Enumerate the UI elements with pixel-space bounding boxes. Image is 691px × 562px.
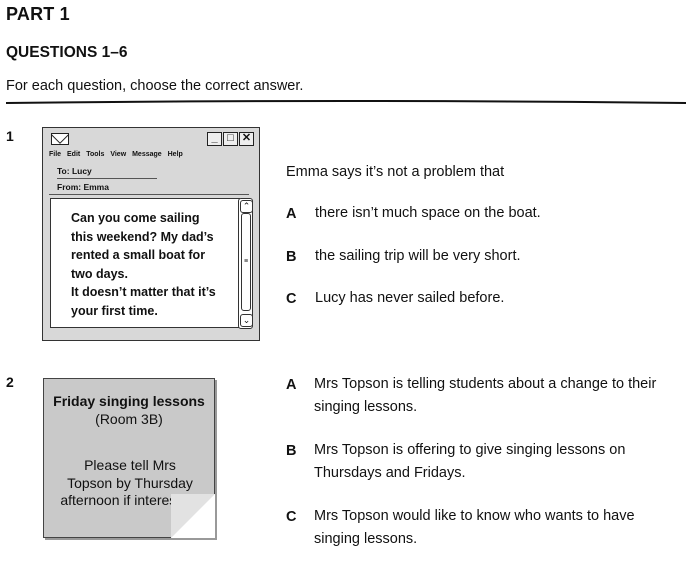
email-line: It doesn’t matter that it’s [71,285,216,299]
q2-option-c-text[interactable] [314,505,686,551]
menu-edit[interactable]: Edit [67,151,81,158]
email-line: rented a small boat for [71,248,206,262]
scroll-thumb[interactable]: ≡ [241,213,251,311]
close-icon[interactable]: ✕ [239,132,254,146]
q2-option-b-text[interactable] [314,439,686,485]
option-line: Mrs Topson is offering to give singing lessons on [314,442,626,458]
q1-option-a-letter[interactable]: A [286,206,297,222]
email-body [50,198,240,328]
q1-option-b-text[interactable]: the sailing trip will be very short. [315,248,521,264]
q2-option-a-text[interactable] [314,373,686,419]
email-from-field: From: Emma [57,182,109,192]
menu-tools[interactable]: Tools [86,151,105,158]
option-line: Thursdays and Fridays. [314,465,466,481]
instruction-text: For each question, choose the correct answer. [6,78,304,94]
scroll-down-icon[interactable]: ⌄ [240,314,253,327]
question-1-number: 1 [6,128,14,144]
email-menubar [49,151,187,158]
email-titlebar [43,128,259,150]
menu-message[interactable]: Message [132,151,162,158]
note-line: Topson by Thursday [67,474,193,491]
scroll-up-icon[interactable]: ⌃ [240,200,253,213]
q2-option-a-letter[interactable]: A [286,377,297,393]
questions-heading: QUESTIONS 1–6 [6,44,128,61]
note-title: Friday singing lessons [53,393,205,409]
question-1-stem: Emma says it’s not a problem that [286,164,505,180]
email-line: Can you come sailing [71,211,200,225]
menu-file[interactable]: File [49,151,62,158]
note-line: afternoon if interested. [60,492,200,508]
email-line: this weekend? My dad’s [71,229,214,244]
to-underline [57,178,157,179]
email-window [42,127,260,341]
envelope-icon [51,133,69,145]
question-2-number: 2 [6,374,14,390]
section-divider [6,100,686,104]
q1-option-b-letter[interactable]: B [286,249,297,265]
sticky-note [43,378,215,538]
q2-option-c-letter[interactable]: C [286,509,297,525]
minimize-icon[interactable]: _ [207,132,222,146]
q1-option-c-letter[interactable]: C [286,291,297,307]
email-line: two days. [71,266,128,281]
q2-option-b-letter[interactable]: B [286,443,297,459]
option-line: singing lessons. [314,399,418,415]
q1-option-c-text[interactable]: Lucy has never sailed before. [315,290,505,306]
option-line: singing lessons. [314,531,418,547]
email-to-field: To: Lucy [57,166,92,176]
menu-help[interactable]: Help [167,151,183,158]
part-heading: PART 1 [6,4,70,24]
note-room: (Room 3B) [95,411,163,427]
email-line: your first time. [71,303,158,318]
email-scrollbar[interactable] [238,198,253,329]
option-line: Mrs Topson would like to know who wants to have [314,508,635,524]
menu-view[interactable]: View [110,151,127,158]
note-folded-corner [171,494,215,538]
note-line: Please tell Mrs [84,457,176,473]
email-message [71,209,231,320]
maximize-icon[interactable]: □ [223,132,238,146]
option-line: Mrs Topson is telling students about a change to their [314,376,657,392]
from-underline [49,194,249,195]
q1-option-a-text[interactable]: there isn’t much space on the boat. [315,205,541,221]
